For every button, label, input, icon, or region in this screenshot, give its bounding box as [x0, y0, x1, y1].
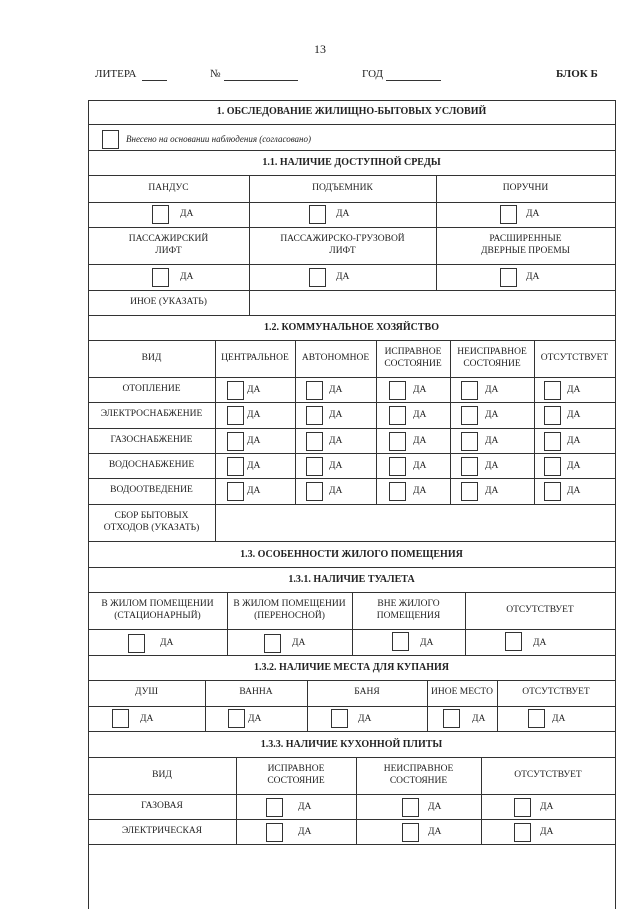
stove-type-label: ВИД [152, 769, 172, 780]
yes-text: ДА [413, 436, 427, 446]
shower-label: ДУШ [135, 687, 158, 698]
yes-text: ДА [292, 638, 306, 648]
col-working: ИСПРАВНОЕ СОСТОЯНИЕ [384, 346, 442, 369]
ramp-checkbox[interactable] [152, 205, 169, 224]
col-type: ВИД [141, 352, 162, 363]
yes-text: ДА [533, 638, 547, 648]
heating-broken-checkbox[interactable] [461, 381, 478, 400]
yes-text: ДА [485, 461, 499, 471]
sewage-absent-checkbox[interactable] [544, 482, 561, 501]
col-broken: НЕИСПРАВНОЕ СОСТОЯНИЕ [457, 346, 527, 369]
stove-working-label: ИСПРАВНОЕ СОСТОЯНИЕ [267, 763, 325, 786]
toilet-portable-label: В ЖИЛОМ ПОМЕЩЕНИИ (ПЕРЕНОСНОЙ) [233, 598, 346, 621]
yes-text: ДА [247, 410, 261, 420]
handrails-checkbox[interactable] [500, 205, 517, 224]
toilet-absent-label: ОТСУТСТВУЕТ [506, 604, 574, 615]
heating-working-checkbox[interactable] [389, 381, 406, 400]
sauna-checkbox[interactable] [331, 709, 348, 728]
gas-absent-checkbox[interactable] [544, 432, 561, 451]
yes-text: ДА [485, 486, 499, 496]
yes-text: ДА [298, 802, 312, 812]
handrails-label: ПОРУЧНИ [502, 182, 549, 193]
yes-text: ДА [485, 436, 499, 446]
toilet-outside-label: ВНЕ ЖИЛОГО ПОМЕЩЕНИЯ [376, 598, 441, 621]
handrails-yes: ДА [526, 209, 540, 219]
other-place-checkbox[interactable] [443, 709, 460, 728]
sewage-working-checkbox[interactable] [389, 482, 406, 501]
electricity-absent-checkbox[interactable] [544, 406, 561, 425]
section-1-3-1-title: 1.3.1. НАЛИЧИЕ ТУАЛЕТА [288, 574, 415, 585]
row-heating: ОТОПЛЕНИЕ [122, 383, 181, 394]
yes-text: ДА [567, 410, 581, 420]
yes-text: ДА [540, 827, 554, 837]
yes-text: ДА [552, 714, 566, 724]
col-absent: ОТСУТСТВУЕТ [540, 352, 609, 363]
electricity-broken-checkbox[interactable] [461, 406, 478, 425]
yes-text: ДА [540, 802, 554, 812]
cargo-lift-label: ПАССАЖИРСКО-ГРУЗОВОЙ ЛИФТ [280, 233, 405, 256]
water-absent-checkbox[interactable] [544, 457, 561, 476]
yes-text: ДА [413, 385, 427, 395]
wide-doors-label: РАСШИРЕННЫЕ ДВЕРНЫЕ ПРОЕМЫ [481, 233, 570, 256]
electricity-autonomous-checkbox[interactable] [306, 406, 323, 425]
other-label: ИНОЕ (УКАЗАТЬ) [130, 296, 207, 307]
row-electric-stove: ЭЛЕКТРИЧЕСКАЯ [121, 825, 203, 836]
lift-platform-label: ПОДЪЕМНИК [312, 182, 373, 193]
gas-central-checkbox[interactable] [227, 432, 244, 451]
other-field[interactable] [250, 291, 614, 314]
toilet-stationary-checkbox[interactable] [128, 634, 145, 653]
gas-autonomous-checkbox[interactable] [306, 432, 323, 451]
sewage-central-checkbox[interactable] [227, 482, 244, 501]
litera-field[interactable] [142, 70, 167, 81]
electric-stove-broken-checkbox[interactable] [402, 823, 419, 842]
water-working-checkbox[interactable] [389, 457, 406, 476]
sewage-autonomous-checkbox[interactable] [306, 482, 323, 501]
yes-text: ДА [485, 410, 499, 420]
number-label: № [210, 68, 221, 80]
stove-absent-label: ОТСУТСТВУЕТ [514, 769, 582, 780]
passenger-lift-yes: ДА [180, 272, 194, 282]
section-1-title: 1. ОБСЛЕДОВАНИЕ ЖИЛИЩНО-БЫТОВЫХ УСЛОВИЙ [216, 106, 487, 117]
shower-checkbox[interactable] [112, 709, 129, 728]
yes-text: ДА [428, 802, 442, 812]
bath-label: ВАННА [239, 687, 273, 698]
waste-label: СБОР БЫТОВЫХ ОТХОДОВ (УКАЗАТЬ) [103, 510, 200, 533]
row-water: ВОДОСНАБЖЕНИЕ [108, 459, 195, 470]
sewage-broken-checkbox[interactable] [461, 482, 478, 501]
yes-text: ДА [472, 714, 486, 724]
yes-text: ДА [140, 714, 154, 724]
wide-doors-checkbox[interactable] [500, 268, 517, 287]
water-broken-checkbox[interactable] [461, 457, 478, 476]
gas-broken-checkbox[interactable] [461, 432, 478, 451]
yes-text: ДА [485, 385, 499, 395]
yes-text: ДА [247, 486, 261, 496]
section-1-3-2-title: 1.3.2. НАЛИЧИЕ МЕСТА ДЛЯ КУПАНИЯ [254, 662, 449, 673]
yes-text: ДА [247, 461, 261, 471]
yes-text: ДА [428, 827, 442, 837]
ramp-yes: ДА [180, 209, 194, 219]
electric-stove-working-checkbox[interactable] [266, 823, 283, 842]
toilet-stationary-label: В ЖИЛОМ ПОМЕЩЕНИИ (СТАЦИОНАРНЫЙ) [101, 598, 214, 621]
cargo-lift-checkbox[interactable] [309, 268, 326, 287]
yes-text: ДА [329, 436, 343, 446]
yes-text: ДА [420, 638, 434, 648]
yes-text: ДА [413, 461, 427, 471]
water-autonomous-checkbox[interactable] [306, 457, 323, 476]
bathing-absent-checkbox[interactable] [528, 709, 545, 728]
toilet-portable-checkbox[interactable] [264, 634, 281, 653]
section-1-1-title: 1.1. НАЛИЧИЕ ДОСТУПНОЙ СРЕДЫ [262, 157, 441, 168]
wide-doors-yes: ДА [526, 272, 540, 282]
section-1-3-3-title: 1.3.3. НАЛИЧИЕ КУХОННОЙ ПЛИТЫ [260, 739, 443, 750]
heating-central-checkbox[interactable] [227, 381, 244, 400]
yes-text: ДА [329, 461, 343, 471]
lift-platform-checkbox[interactable] [309, 205, 326, 224]
yes-text: ДА [567, 385, 581, 395]
ramp-label: ПАНДУС [148, 182, 189, 193]
litera-label: ЛИТЕРА [95, 68, 137, 80]
electricity-working-checkbox[interactable] [389, 406, 406, 425]
yes-text: ДА [567, 461, 581, 471]
yes-text: ДА [247, 385, 261, 395]
page-number: 13 [314, 42, 326, 56]
yes-text: ДА [329, 385, 343, 395]
heating-absent-checkbox[interactable] [544, 381, 561, 400]
stove-broken-label: НЕИСПРАВНОЕ СОСТОЯНИЕ [383, 763, 454, 786]
year-field[interactable] [386, 70, 441, 81]
electricity-central-checkbox[interactable] [227, 406, 244, 425]
row-gas-stove: ГАЗОВАЯ [141, 800, 183, 811]
toilet-outside-checkbox[interactable] [392, 632, 409, 651]
yes-text: ДА [247, 436, 261, 446]
heating-autonomous-checkbox[interactable] [306, 381, 323, 400]
yes-text: ДА [329, 410, 343, 420]
cargo-lift-yes: ДА [336, 272, 350, 282]
agreed-note: Внесено на основании наблюдения (согласовано) [126, 134, 312, 144]
gas-working-checkbox[interactable] [389, 432, 406, 451]
yes-text: ДА [413, 486, 427, 496]
yes-text: ДА [567, 436, 581, 446]
electric-stove-absent-checkbox[interactable] [514, 823, 531, 842]
passenger-lift-label: ПАССАЖИРСКИЙ ЛИФТ [128, 233, 209, 256]
gas-stove-absent-checkbox[interactable] [514, 798, 531, 817]
number-field[interactable] [224, 70, 298, 81]
col-autonomous: АВТОНОМНОЕ [301, 352, 370, 363]
bathing-absent-label: ОТСУТСТВУЕТ [522, 687, 590, 698]
gas-stove-broken-checkbox[interactable] [402, 798, 419, 817]
yes-text: ДА [160, 638, 174, 648]
row-sewage: ВОДООТВЕДЕНИЕ [110, 485, 193, 496]
other-place-label: ИНОЕ МЕСТО [431, 687, 493, 698]
lift-platform-yes: ДА [336, 209, 350, 219]
year-label: ГОД [362, 68, 383, 80]
yes-text: ДА [413, 410, 427, 420]
yes-text: ДА [358, 714, 372, 724]
row-electricity: ЭЛЕКТРОСНАБЖЕНИЕ [100, 409, 203, 420]
section-1-3-title: 1.3. ОСОБЕННОСТИ ЖИЛОГО ПОМЕЩЕНИЯ [240, 549, 463, 560]
yes-text: ДА [329, 486, 343, 496]
yes-text: ДА [567, 486, 581, 496]
row-gas: ГАЗОСНАБЖЕНИЕ [110, 434, 193, 445]
section-1-2-title: 1.2. КОММУНАЛЬНОЕ ХОЗЯЙСТВО [263, 322, 439, 333]
toilet-absent-checkbox[interactable] [505, 632, 522, 651]
col-central: ЦЕНТРАЛЬНОЕ [221, 352, 289, 363]
yes-text: ДА [298, 827, 312, 837]
yes-text: ДА [248, 714, 262, 724]
passenger-lift-checkbox[interactable] [152, 268, 169, 287]
block-label: БЛОК Б [556, 68, 598, 80]
sauna-label: БАНЯ [354, 687, 380, 698]
waste-field[interactable] [216, 505, 614, 540]
bath-checkbox[interactable] [228, 709, 245, 728]
gas-stove-working-checkbox[interactable] [266, 798, 283, 817]
agreed-checkbox[interactable] [102, 130, 119, 149]
water-central-checkbox[interactable] [227, 457, 244, 476]
